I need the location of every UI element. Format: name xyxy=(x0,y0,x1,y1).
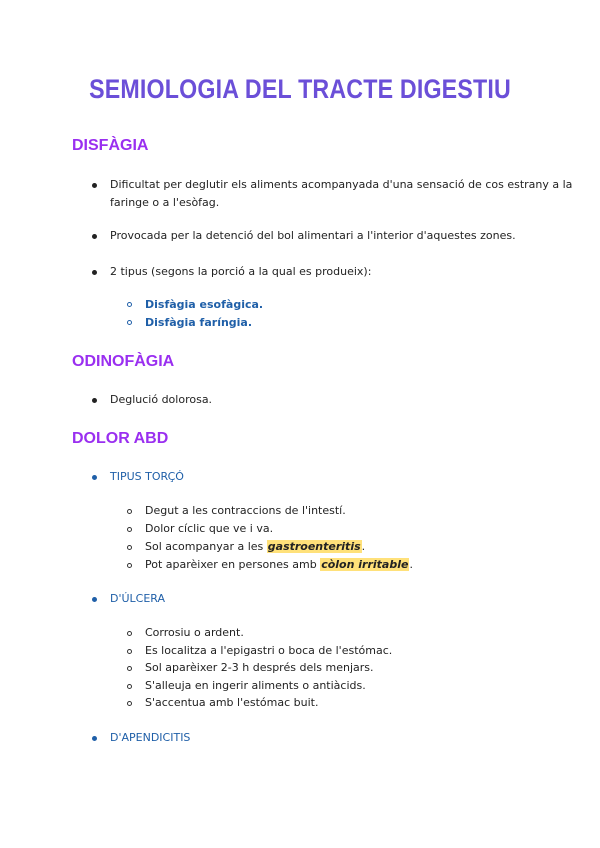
torco-item4-end: . xyxy=(409,558,413,571)
highlight-gastroenteritis: gastroenteritis xyxy=(267,540,361,553)
heading-disfagia: DISFÀGIA xyxy=(72,137,149,154)
sub-bullet-circle xyxy=(127,684,132,689)
bullet-dot xyxy=(92,475,97,480)
bullet-dot xyxy=(92,270,97,275)
sub-bullet-circle xyxy=(127,649,132,654)
torco-item4-text: Pot aparèixer en persones amb xyxy=(145,558,321,571)
torco-item-gastroenteritis xyxy=(145,538,365,556)
disfagia-type-esofagica: Disfàgia esofàgica. xyxy=(145,298,264,311)
disfagia-definition-line2: faringe o a l'esòfag. xyxy=(110,196,220,209)
sub-bullet-circle xyxy=(127,563,132,568)
bullet-dot xyxy=(92,234,97,239)
sub-bullet-circle xyxy=(127,509,132,514)
sub-bullet-circle xyxy=(127,302,132,307)
ulcera-item: Corrosiu o ardent. xyxy=(145,626,244,639)
sub-bullet-circle xyxy=(127,666,132,671)
heading-dolor-abd: DOLOR ABD xyxy=(72,430,169,447)
bullet-dot xyxy=(92,597,97,602)
torco-item3-end: . xyxy=(361,540,366,553)
torco-item: Dolor cíclic que ve i va. xyxy=(145,522,274,535)
disfagia-cause: Provocada per la detenció del bol alimentari a l'interior d'aquestes zones. xyxy=(110,229,516,242)
torco-item: Degut a les contraccions de l'intestí. xyxy=(145,504,346,517)
sub-bullet-circle xyxy=(127,545,132,550)
bullet-dot xyxy=(92,183,97,188)
dolor-type-torco: TIPUS TORÇÓ xyxy=(110,470,184,483)
torco-item3-text: Sol acompanyar a les xyxy=(145,540,267,553)
sub-bullet-circle xyxy=(127,701,132,706)
ulcera-item: Es localitza a l'epigastri o boca de l'estómac. xyxy=(145,644,393,657)
ulcera-item: Sol aparèixer 2-3 h després dels menjars. xyxy=(145,661,374,674)
heading-odinofagia: ODINOFÀGIA xyxy=(72,353,175,370)
disfagia-type-faringia: Disfàgia faríngia. xyxy=(145,316,253,329)
highlight-colon-irritable: còlon irritable xyxy=(321,558,409,571)
disfagia-types-intro: 2 tipus (segons la porció a la qual es produeix): xyxy=(110,265,372,278)
dolor-type-ulcera: D'ÚLCERA xyxy=(110,592,166,605)
odinofagia-definition: Deglució dolorosa. xyxy=(110,393,213,406)
disfagia-definition-line1: Dificultat per deglutir els aliments acompanyada d'una sensació de cos estrany a la xyxy=(110,178,573,191)
sub-bullet-circle xyxy=(127,320,132,325)
ulcera-item: S'alleuja en ingerir aliments o antiàcids. xyxy=(145,679,366,692)
sub-bullet-circle xyxy=(127,527,132,532)
ulcera-item: S'accentua amb l'estómac buit. xyxy=(145,696,319,709)
bullet-dot xyxy=(92,736,97,741)
sub-bullet-circle xyxy=(127,631,132,636)
page-title: SEMIOLOGIA DEL TRACTE DIGESTIU xyxy=(89,74,511,104)
torco-item-colon xyxy=(145,556,413,574)
dolor-type-apendicitis: D'APENDICITIS xyxy=(110,731,191,744)
bullet-dot xyxy=(92,398,97,403)
